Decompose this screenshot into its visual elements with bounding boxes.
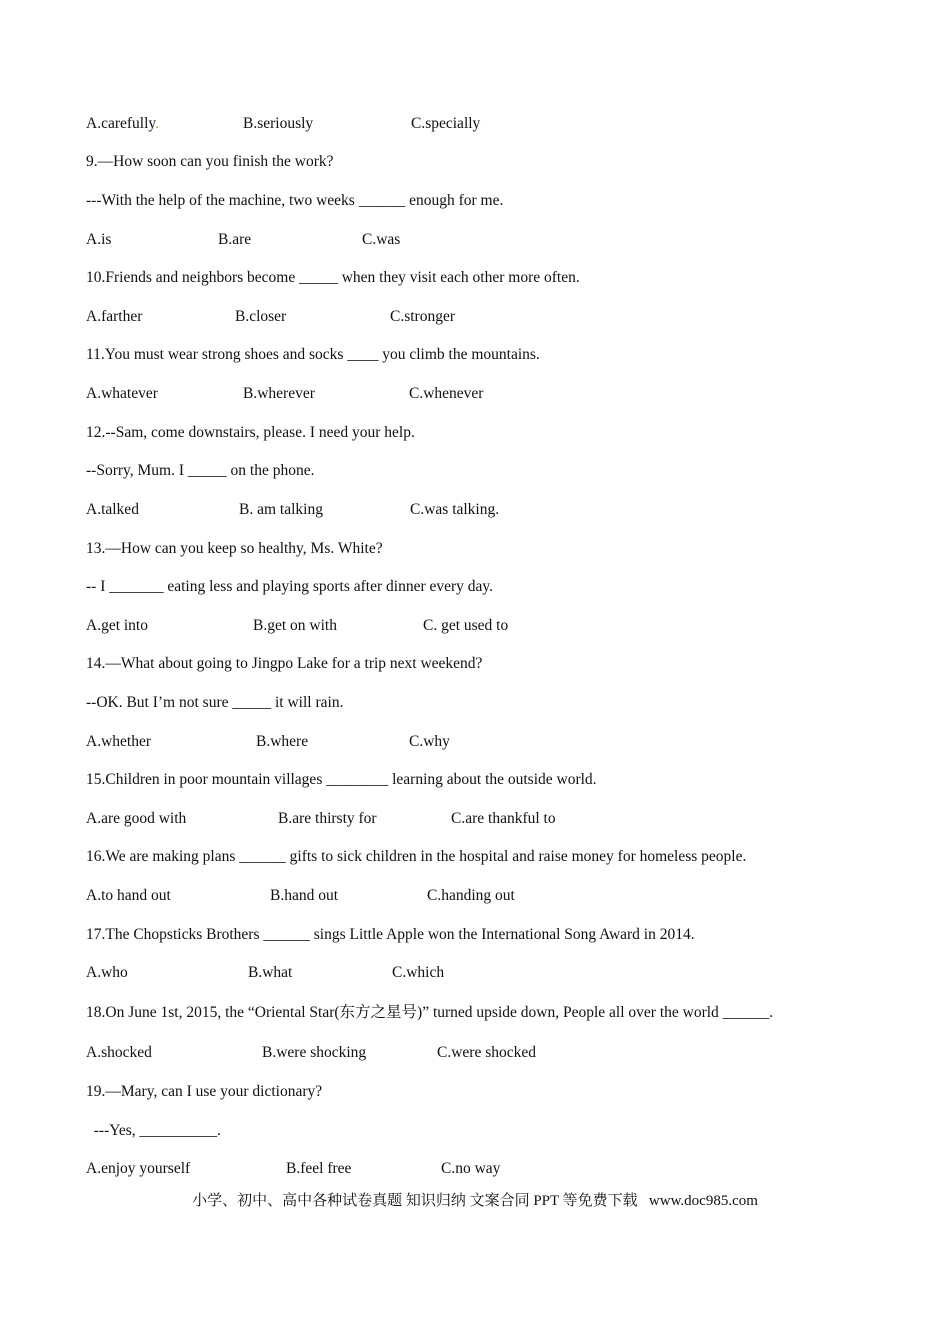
option-b: B.wherever [243,385,315,402]
option-a-text: A.carefully [86,115,156,132]
option-a: A.who [86,964,128,981]
option-a: A.to hand out [86,887,171,904]
option-c: C.why [409,733,450,750]
option-a: A.get into [86,617,148,634]
option-c: C. get used to [423,617,509,634]
question-17: 17.The Chopsticks Brothers ______ sings Little Apple won the International Song Award in 2014. [86,926,695,943]
options-q16 [86,886,846,906]
option-a: A.shocked [86,1044,152,1061]
question-11: 11.You must wear strong shoes and socks ____ you climb the mountains. [86,346,540,363]
page-footer: 小学、初中、高中各种试卷真题 知识归纳 文案合同 PPT 等免费下载 www.doc985.com [192,1193,758,1209]
option-a [86,114,159,134]
options-q12 [86,500,846,520]
answer-line-13: -- I _______ eating less and playing sports after dinner every day. [86,578,494,595]
option-c: C.were shocked [437,1044,536,1061]
option-c: C.are thankful to [451,810,556,827]
option-a: A.talked [86,501,139,518]
option-c: C.specially [411,115,481,132]
option-c: C.was [362,231,401,248]
option-b: B.where [256,733,309,750]
options-q13 [86,616,846,636]
question-9: 9.—How soon can you finish the work? [86,153,334,170]
options-q18 [86,1043,846,1063]
answer-line-19: ---Yes, __________. [86,1122,221,1139]
option-c: C.whenever [409,385,484,402]
option-b: B.hand out [270,887,339,904]
answer-line-12: --Sorry, Mum. I _____ on the phone. [86,462,315,479]
options-q15 [86,809,846,829]
option-b: B.were shocking [262,1044,367,1061]
options-q8 [86,114,846,134]
option-a: A.farther [86,308,143,325]
question-13: 13.—How can you keep so healthy, Ms. White? [86,540,383,557]
options-q14 [86,732,846,752]
option-b: B.are [218,231,252,248]
options-q10 [86,307,846,327]
option-a: A.whether [86,733,151,750]
option-c: C.handing out [427,887,515,904]
question-14: 14.—What about going to Jingpo Lake for a trip next weekend? [86,655,483,672]
options-q11 [86,384,846,404]
option-b: B.feel free [286,1160,352,1177]
option-a-mark: . [155,115,160,132]
option-a: A.are good with [86,810,187,827]
question-19: 19.—Mary, can I use your dictionary? [86,1083,323,1100]
answer-line-14: --OK. But I’m not sure _____ it will rain. [86,694,344,711]
question-16: 16.We are making plans ______ gifts to sick children in the hospital and raise money for homeless people. [86,848,747,865]
option-b: B.closer [235,308,287,325]
option-c: C.no way [441,1160,501,1177]
option-c: C.stronger [390,308,456,325]
option-c: C.was talking. [410,501,500,518]
option-b: B.get on with [253,617,337,634]
question-15: 15.Children in poor mountain villages ________ learning about the outside world. [86,771,597,788]
options-q19 [86,1159,846,1179]
answer-line-9: ---With the help of the machine, two weeks ______ enough for me. [86,192,504,209]
option-a: A.is [86,231,112,248]
question-10: 10.Friends and neighbors become _____ when they visit each other more often. [86,269,580,286]
option-b: B.seriously [243,115,314,132]
option-a: A.enjoy yourself [86,1160,191,1177]
option-b: B. am talking [239,501,323,518]
question-18: 18.On June 1st, 2015, the “Oriental Star(东方之星号)” turned upside down, People all over the world ______. [86,1004,774,1021]
option-b: B.what [248,964,293,981]
option-c: C.which [392,964,445,981]
options-q17 [86,963,846,983]
question-12: 12.--Sam, come downstairs, please. I need your help. [86,424,415,441]
options-q9 [86,230,846,250]
option-a: A.whatever [86,385,158,402]
option-b: B.are thirsty for [278,810,377,827]
